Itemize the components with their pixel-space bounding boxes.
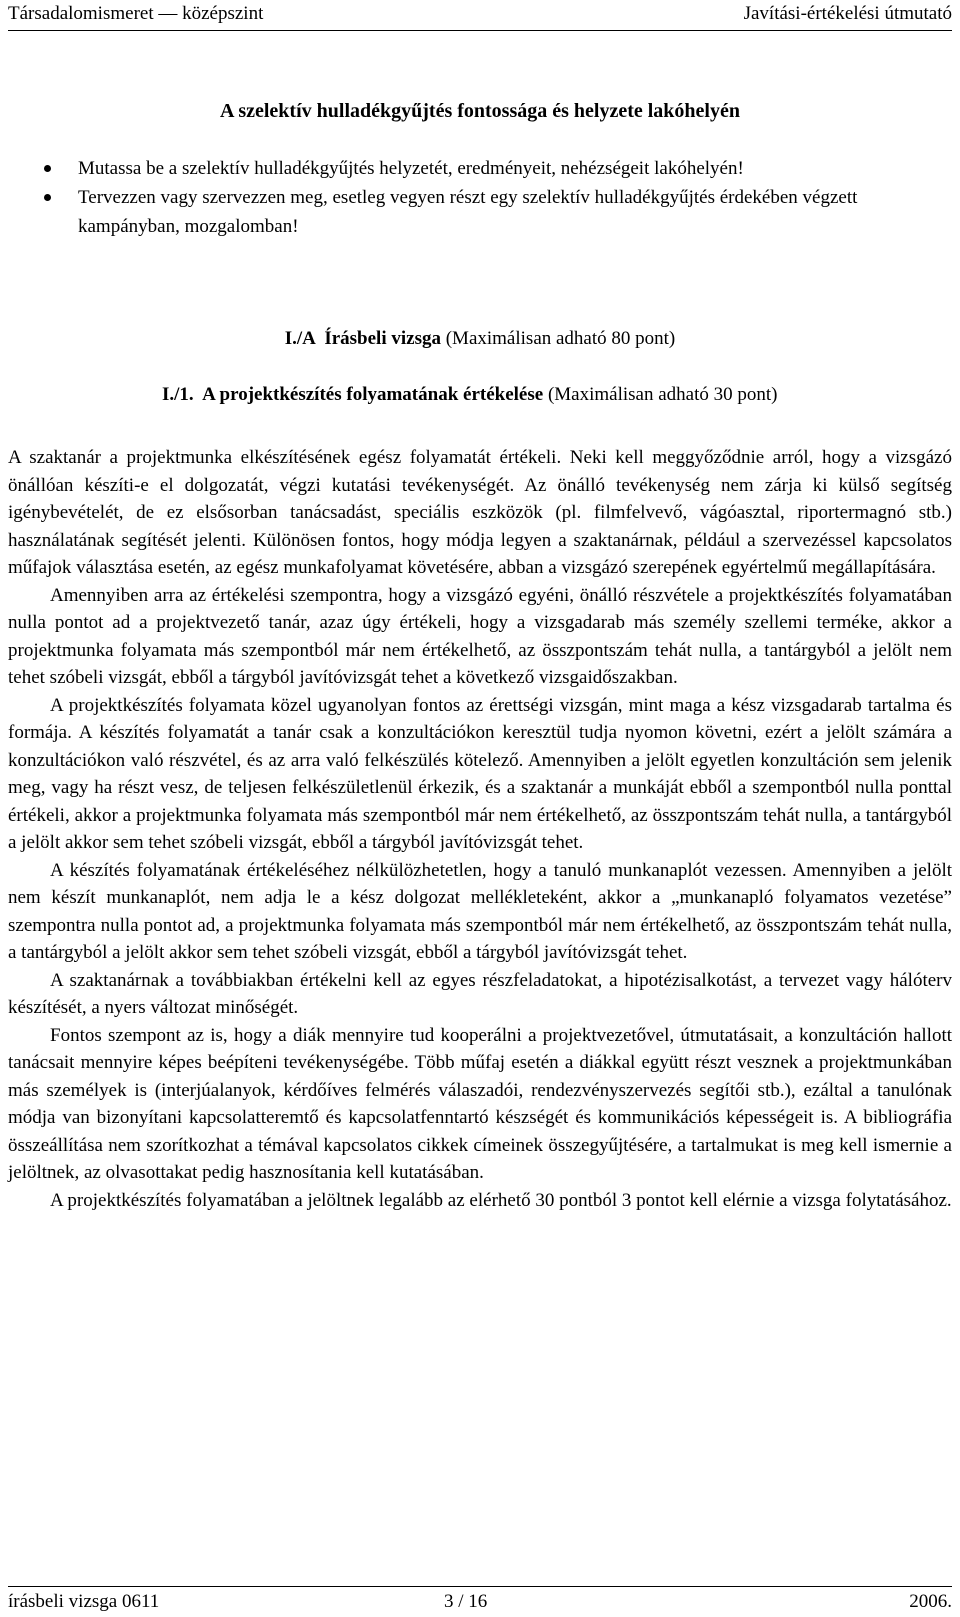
paragraph: A készítés folyamatának értékeléséhez nélkülözhetetlen, hogy a tanuló munkanaplót vezessen. Amennyiben a jelölt nem készít munkanaplót, nem adja le a kész dolgozat mellékleteként, akkor a „munkanapló folyamatos vezetése” szempontra nulla pontot ad, a projektmunka folyamata más szempontból már nem értékelhető, az összpontszám tehát nulla, a tantárgyból a jelölt akkor sem tehet szóbeli vizsgát, ebből a tárgyból javítóvizsgát tehet. [8,859,952,963]
section-heading-process [162,384,960,406]
section-heading-points: (Maximálisan adható 80 pont) [440,328,676,349]
body-text [8,444,952,1214]
page-footer [8,1586,952,1613]
section-heading-bold: I./1. A projektkészítés folyamatának értékelése [162,384,544,405]
paragraph: A szaktanárnak a továbbiakban értékelni kell az egyes részfeladatokat, a hipotézisalkotást, a tervezet vagy hálóterv készítését, a nyers változat minőségét. [8,969,952,1018]
bullet-icon [44,194,51,201]
page-number: 3 / 16 [444,1591,488,1612]
task-bullet-list [32,154,928,241]
paragraph: A projektkészítés folyamatában a jelöltnek legalább az elérhető 30 pontból 3 pontot kell elérnie a vizsga folytatásához. [50,1189,952,1211]
section-heading-bold: I./A Írásbeli vizsga [284,328,441,349]
paragraph: Fontos szempont az is, hogy a diák mennyire tud kooperálni a projektvezetővel, útmutatásait, a konzultáción hallott tanácsait mennyire képes beépíteni tevékenységébe. Több műfaj esetén a diákkal együtt részt vesznek a projektmunkában más személyek is (interjúalanyok, kérdőíves felmérés válaszadói, rendezvényszervezés segítői stb.), ezáltal a tanulónak módja van bizonyítani kapcsolatteremtő és kapcsolatfenntartó készségét és kommunikációs képességeit is. A bibliográfia összeállítása nem szorítkozhat a témával kapcsolatos cikkek címeinek összegyűjtésére, a tartalmukat is meg kell ismernie a jelöltnek, az olvasottakat pedig hasznosítania kell kutatásában. [8,1024,952,1183]
page-header [8,2,952,31]
footer-exam-code: írásbeli vizsga 0611 [8,1591,160,1612]
bullet-text: Mutassa be a szelektív hulladékgyűjtés helyzetét, eredményeit, nehézségeit lakóhelyén! [78,158,744,179]
section-heading-points: (Maximálisan adható 30 pont) [543,384,778,405]
paragraph: Amennyiben arra az értékelési szempontra, hogy a vizsgázó egyéni, önálló részvétele a projektkészítés folyamatában nulla pontot ad a projektvezető tanár, azaz úgy értékeli, hogy a vizsgadarab más személy szellemi terméke, akkor a projektmunka folyamata más szempontból már nem értékelhető, az összpontszám tehát nulla, a tantárgyból a jelölt nem tehet szóbeli vizsgát, ebből a tárgyból javítóvizsgát tehet a következő vizsgaidőszakban. [8,584,952,688]
header-doc-type: Javítási-értékelési útmutató [743,3,952,24]
footer-year: 2006. [909,1591,952,1612]
paragraph: A projektkészítés folyamata közel ugyanolyan fontos az érettségi vizsgán, mint maga a kész vizsgadarab tartalma és formája. A készítés folyamatát a tanár csak a konzultációkon keresztül tudja nyomon követni, ezért a jelölt számára a konzultációkon való részvétel, és az arra való felkészülés kötelező. Amennyiben a jelölt egyetlen konzultáción sem jelenik meg, vagy ha részt vesz, de teljesen felkészületlenül érkezik, és a szaktanár a munkáját ebből a szempontból nulla ponttal értékeli, akkor a projektmunka folyamata más szempontból már nem értékelhető, az összpontszám tehát nulla, a tantárgyból a jelölt akkor sem tehet szóbeli vizsgát, ebből a tárgyból javítóvizsgát tehet. [8,694,952,853]
bullet-icon [44,165,51,172]
list-item [32,154,928,183]
bullet-text: Tervezzen vagy szervezzen meg, esetleg vegyen részt egy szelektív hulladékgyűjtés érdekében végzett kampányban, mozgalomban! [78,187,858,237]
list-item [32,183,928,241]
topic-title: A szelektív hulladékgyűjtés fontossága és helyzete lakóhelyén [220,100,740,122]
section-heading-written-exam [0,328,960,350]
header-subject: Társadalomismeret — középszint [8,3,264,24]
paragraph: A szaktanár a projektmunka elkészítésének egész folyamatát értékeli. Neki kell meggyőződnie arról, hogy a vizsgázó önállóan készíti-e el dolgozatát, végzi kutatási tevékenységét. Az önálló tevékenység nem zárja ki külső segítség igénybevételét, de ez elsősorban tanácsadást, speciális eszközök (pl. filmfelvevő, vágóasztal, riportermagnó stb.) használatának segítését jelenti. Különösen fontos, hogy módja legyen a szaktanárnak, például a szervezéssel kapcsolatos műfajok választása esetén, az egész munkafolyamat követésére, abban a vizsgázó szerepének egyértelmű megállapítására. [8,447,952,578]
